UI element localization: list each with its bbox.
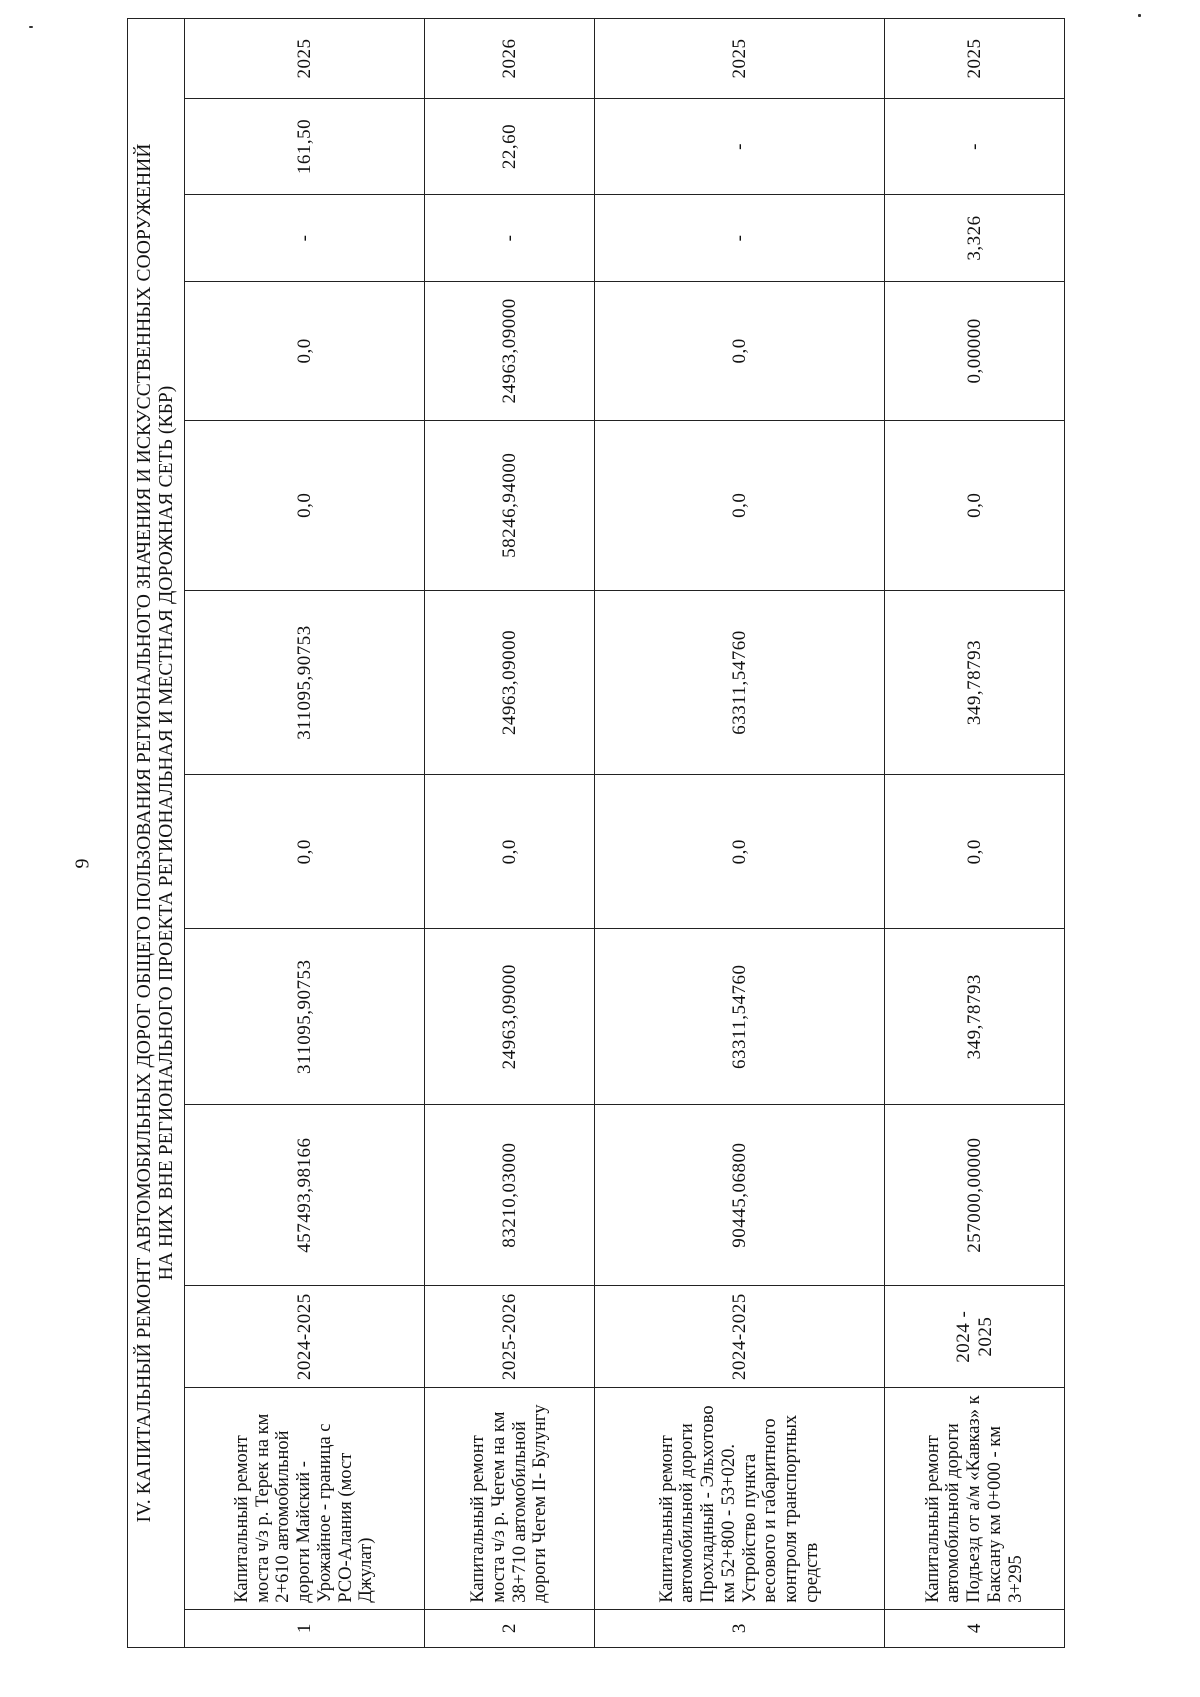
section-title-line1: IV. КАПИТАЛЬНЫЙ РЕМОНТ АВТОМОБИЛЬНЫХ ДОРОГ ОБЩЕГО ПОЛЬЗОВАНИЯ РЕГИОНАЛЬНОГО ЗНАЧЕНИЯ И ИСКУССТВЕННЫХ СООРУЖЕНИЙ	[133, 143, 155, 1523]
rotated-table-wrapper	[127, 18, 1047, 1648]
value-cell: 457493,98166	[185, 1105, 425, 1286]
period-cell: 2024 - 2025	[885, 1286, 1065, 1388]
value-cell: -	[185, 194, 425, 281]
value-cell: -	[595, 194, 885, 281]
value-cell: 311095,90753	[185, 590, 425, 774]
value-cell: -	[595, 99, 885, 195]
value-cell: 0,0	[885, 420, 1065, 590]
value-cell: 22,60	[425, 99, 595, 195]
value-cell: 0,0	[185, 282, 425, 420]
year-cell: 2025	[885, 19, 1065, 99]
object-name: Капитальный ремонт моста ч/з р. Чегем на км 38+710 автомобильной дороги Чегем II- Булунгу	[425, 1388, 595, 1609]
table-row	[425, 19, 595, 1648]
value-cell: 63311,54760	[595, 590, 885, 774]
table-row	[885, 19, 1065, 1648]
value-cell: -	[885, 99, 1065, 195]
section-title-line2: НА НИХ ВНЕ РЕГИОНАЛЬНОГО ПРОЕКТА РЕГИОНАЛЬНАЯ И МЕСТНАЯ ДОРОЖНАЯ СЕТЬ (КБР)	[156, 385, 177, 1281]
value-cell: 311095,90753	[185, 929, 425, 1105]
value-cell: 0,0	[595, 420, 885, 590]
scan-speck	[29, 26, 33, 28]
row-number: 1	[185, 1609, 425, 1647]
year-cell: 2025	[595, 19, 885, 99]
value-cell: 83210,03000	[425, 1105, 595, 1286]
row-number: 3	[595, 1609, 885, 1647]
value-cell: -	[425, 194, 595, 281]
row-number: 4	[885, 1609, 1065, 1647]
page-number: 9	[71, 858, 94, 869]
table-row	[595, 19, 885, 1648]
value-cell: 0,0	[185, 420, 425, 590]
road-repair-table	[127, 18, 1065, 1648]
value-cell: 3,326	[885, 194, 1065, 281]
period-cell: 2024-2025	[595, 1286, 885, 1388]
value-cell: 0,0	[885, 775, 1065, 929]
object-name: Капитальный ремонт автомобильной дороги Прохладный - Эльхотово км 52+800 - 53+020. Устройство пункта весового и габаритного контроля транспортных средств	[595, 1388, 885, 1609]
value-cell: 257000,00000	[885, 1105, 1065, 1286]
value-cell: 24963,09000	[425, 590, 595, 774]
period-cell: 2024-2025	[185, 1286, 425, 1388]
section-title	[128, 19, 185, 1648]
value-cell: 0,0	[425, 775, 595, 929]
value-cell: 161,50	[185, 99, 425, 195]
object-name: Капитальный ремонт автомобильной дороги Подъезд от а/м «Кавказ» к Баксану км 0+000 - км 3+295	[885, 1388, 1065, 1609]
table-row	[185, 19, 425, 1648]
value-cell: 63311,54760	[595, 929, 885, 1105]
scan-speck	[1138, 14, 1141, 17]
value-cell: 24963,09000	[425, 929, 595, 1105]
year-cell: 2026	[425, 19, 595, 99]
value-cell: 0,00000	[885, 282, 1065, 420]
value-cell: 0,0	[595, 775, 885, 929]
object-name: Капитальный ремонт моста ч/з р. Терек на км 2+610 автомобильной дороги Майский - Урожайное - граница с РСО-Алания (мост Джулат)	[185, 1388, 425, 1609]
year-cell: 2025	[185, 19, 425, 99]
value-cell: 0,0	[595, 282, 885, 420]
value-cell: 24963,09000	[425, 282, 595, 420]
value-cell: 349,78793	[885, 590, 1065, 774]
value-cell: 349,78793	[885, 929, 1065, 1105]
value-cell: 0,0	[185, 775, 425, 929]
value-cell: 58246,94000	[425, 420, 595, 590]
value-cell: 90445,06800	[595, 1105, 885, 1286]
period-cell: 2025-2026	[425, 1286, 595, 1388]
row-number: 2	[425, 1609, 595, 1647]
